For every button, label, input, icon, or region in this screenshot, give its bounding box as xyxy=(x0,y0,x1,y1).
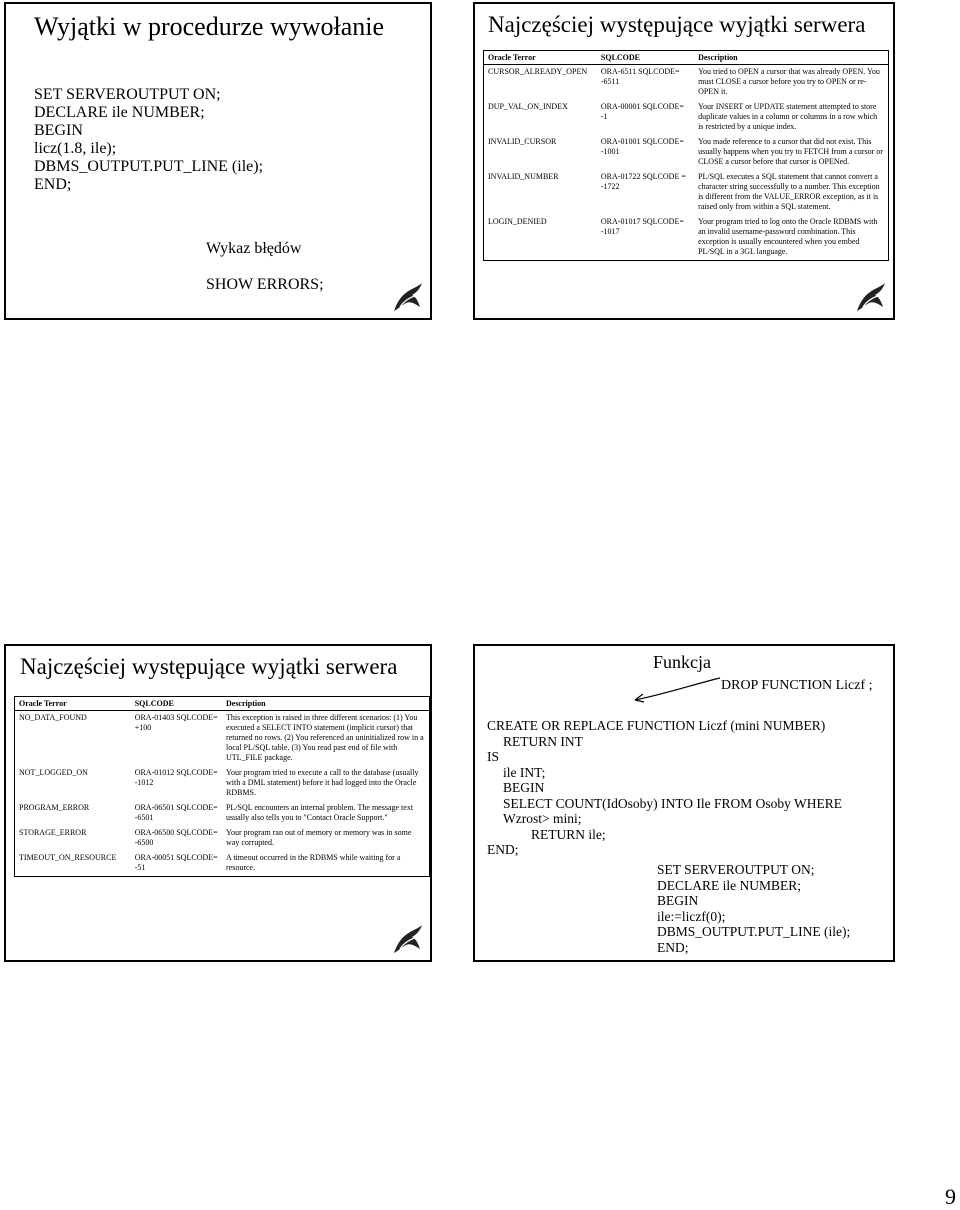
code-line: CREATE OR REPLACE FUNCTION Liczf (mini NUMBER) xyxy=(487,718,826,733)
slide-server-exceptions-1 xyxy=(473,2,895,320)
page-number: 9 xyxy=(945,1184,956,1209)
sqlcode: ORA-00001 SQLCODE= -1 xyxy=(600,102,684,121)
sqlcode: ORA-01403 SQLCODE= +100 xyxy=(134,713,218,732)
exception-name: STORAGE_ERROR xyxy=(19,828,87,837)
sqlcode: ORA-06500 SQLCODE= -6500 xyxy=(134,828,218,847)
sqlcode: ORA-01001 SQLCODE= -1001 xyxy=(600,137,684,156)
slide-title: Najczęściej występujące wyjątki serwera xyxy=(488,12,866,37)
exception-name: PROGRAM_ERROR xyxy=(19,803,90,812)
caption-error-list: Wykaz błędów xyxy=(206,240,302,257)
table-row xyxy=(484,65,889,101)
slide-function xyxy=(473,644,895,962)
description: Your program tried to log onto the Oracle RDBMS with an invalid username-password combination. This exception is usually encountered when you embed PL/SQL in a 3GL language. xyxy=(698,217,878,256)
description: PL/SQL encounters an internal problem. The message text usually also tells you to "Contact Oracle Support." xyxy=(225,803,414,822)
exceptions-table xyxy=(483,50,889,261)
column-header: Description xyxy=(694,51,888,65)
table-row xyxy=(15,801,430,826)
table-row xyxy=(15,766,430,801)
exception-name: NO_DATA_FOUND xyxy=(19,713,87,722)
code-line: DBMS_OUTPUT.PUT_LINE (ile); xyxy=(34,158,264,175)
exception-name: INVALID_NUMBER xyxy=(488,172,559,181)
table-row xyxy=(484,135,889,170)
code-line: ile INT; xyxy=(503,764,546,780)
exception-name: DUP_VAL_ON_INDEX xyxy=(488,102,568,111)
exception-name: TIMEOUT_ON_RESOURCE xyxy=(19,853,117,862)
code-line: DECLARE ile NUMBER; xyxy=(657,877,801,893)
exception-name: INVALID_CURSOR xyxy=(488,137,557,146)
code-line: RETURN ile; xyxy=(531,826,606,842)
exception-name: NOT_LOGGED_ON xyxy=(19,768,88,777)
column-header: Oracle Terror xyxy=(15,697,131,711)
table-row xyxy=(484,170,889,215)
code-line: SELECT COUNT(IdOsoby) INTO Ile FROM Osoby WHERE xyxy=(503,795,842,811)
table-row xyxy=(15,826,430,851)
slide-title: Najczęściej występujące wyjątki serwera xyxy=(20,654,398,679)
code-line: END; xyxy=(657,939,689,955)
code-line: RETURN INT xyxy=(503,733,583,749)
exception-name: CURSOR_ALREADY_OPEN xyxy=(488,67,588,76)
code-line: BEGIN xyxy=(34,122,83,139)
table-row xyxy=(484,100,889,135)
slide-title: Funkcja xyxy=(653,652,711,672)
description: Your INSERT or UPDATE statement attempted to store duplicate values in a column or columns in a row which is restricted by a unique index. xyxy=(698,102,878,131)
slide-title: Wyjątki w procedurze wywołanie xyxy=(34,12,385,41)
sqlcode: ORA-01722 SQLCODE = -1722 xyxy=(600,172,686,191)
description: Your program ran out of memory or memory was in some way corrupted. xyxy=(225,828,412,847)
column-header: SQLCODE xyxy=(131,697,222,711)
exception-name: LOGIN_DENIED xyxy=(488,217,547,226)
code-line: DECLARE ile NUMBER; xyxy=(34,104,205,121)
table-row xyxy=(15,851,430,877)
sqlcode: ORA-00051 SQLCODE= -51 xyxy=(134,853,218,872)
description: You made reference to a cursor that did not exist. This usually happens when you try to FETCH from a cursor or CLOSE a cursor before that cursor is OPENed. xyxy=(698,137,883,166)
drop-function-statement: DROP FUNCTION Liczf ; xyxy=(721,678,873,693)
logo-icon xyxy=(390,279,426,315)
code-block xyxy=(34,86,263,194)
table-row xyxy=(15,711,430,767)
code-line: END; xyxy=(34,176,72,193)
code-line: licz(1.8, ile); xyxy=(34,140,117,157)
column-header: Oracle Terror xyxy=(484,51,597,65)
sqlcode: ORA-6511 SQLCODE= -6511 xyxy=(600,67,680,86)
logo-icon xyxy=(853,279,889,315)
description: A timeout occurred in the RDBMS while waiting for a resource. xyxy=(225,853,401,872)
description: You tried to OPEN a cursor that was already OPEN. You must CLOSE a cursor before you try to OPEN or re-OPEN it. xyxy=(698,67,880,96)
caption-show-errors: SHOW ERRORS; xyxy=(206,276,324,293)
sqlcode: ORA-06501 SQLCODE= -6501 xyxy=(134,803,218,822)
code-line: Wzrost> mini; xyxy=(503,811,582,826)
sqlcode: ORA-01017 SQLCODE= -1017 xyxy=(600,217,684,236)
description: This exception is raised in three different scenarios: (1) You executed a SELECT INTO statement (implicit cursor) that returned no rows. (2) You referenced an uninitialized row in a local PL/SQL table. (3) You read past end of file with UTL_FILE package. xyxy=(225,713,424,762)
create-function-code xyxy=(487,718,842,858)
sqlcode: ORA-01012 SQLCODE= -1012 xyxy=(134,768,218,787)
logo-icon xyxy=(390,921,426,957)
exceptions-table xyxy=(14,696,430,877)
slide-procedure-call xyxy=(4,2,432,320)
code-line: DBMS_OUTPUT.PUT_LINE (ile); xyxy=(657,924,851,939)
code-line: IS xyxy=(487,749,500,764)
slide-server-exceptions-2 xyxy=(4,644,432,962)
code-line: ile:=liczf(0); xyxy=(657,908,726,924)
code-line: SET SERVEROUTPUT ON; xyxy=(34,86,221,103)
column-header: Description xyxy=(222,697,430,711)
code-line: SET SERVEROUTPUT ON; xyxy=(657,862,815,877)
code-line: END; xyxy=(487,842,519,857)
code-line: BEGIN xyxy=(657,893,699,908)
table-row xyxy=(484,215,889,261)
arrow-icon xyxy=(625,666,735,706)
description: Your program tried to execute a call to the database (usually with a DML statement) before it had logged into the Oracle RDBMS. xyxy=(225,768,419,797)
description: PL/SQL executes a SQL statement that cannot convert a character string successfully to a number. This exception is different from the VALUE_ERROR exception, as it is raised only from within a SQL statement. xyxy=(698,172,880,211)
call-function-code xyxy=(657,862,850,955)
code-line: BEGIN xyxy=(503,780,545,795)
column-header: SQLCODE xyxy=(597,51,694,65)
